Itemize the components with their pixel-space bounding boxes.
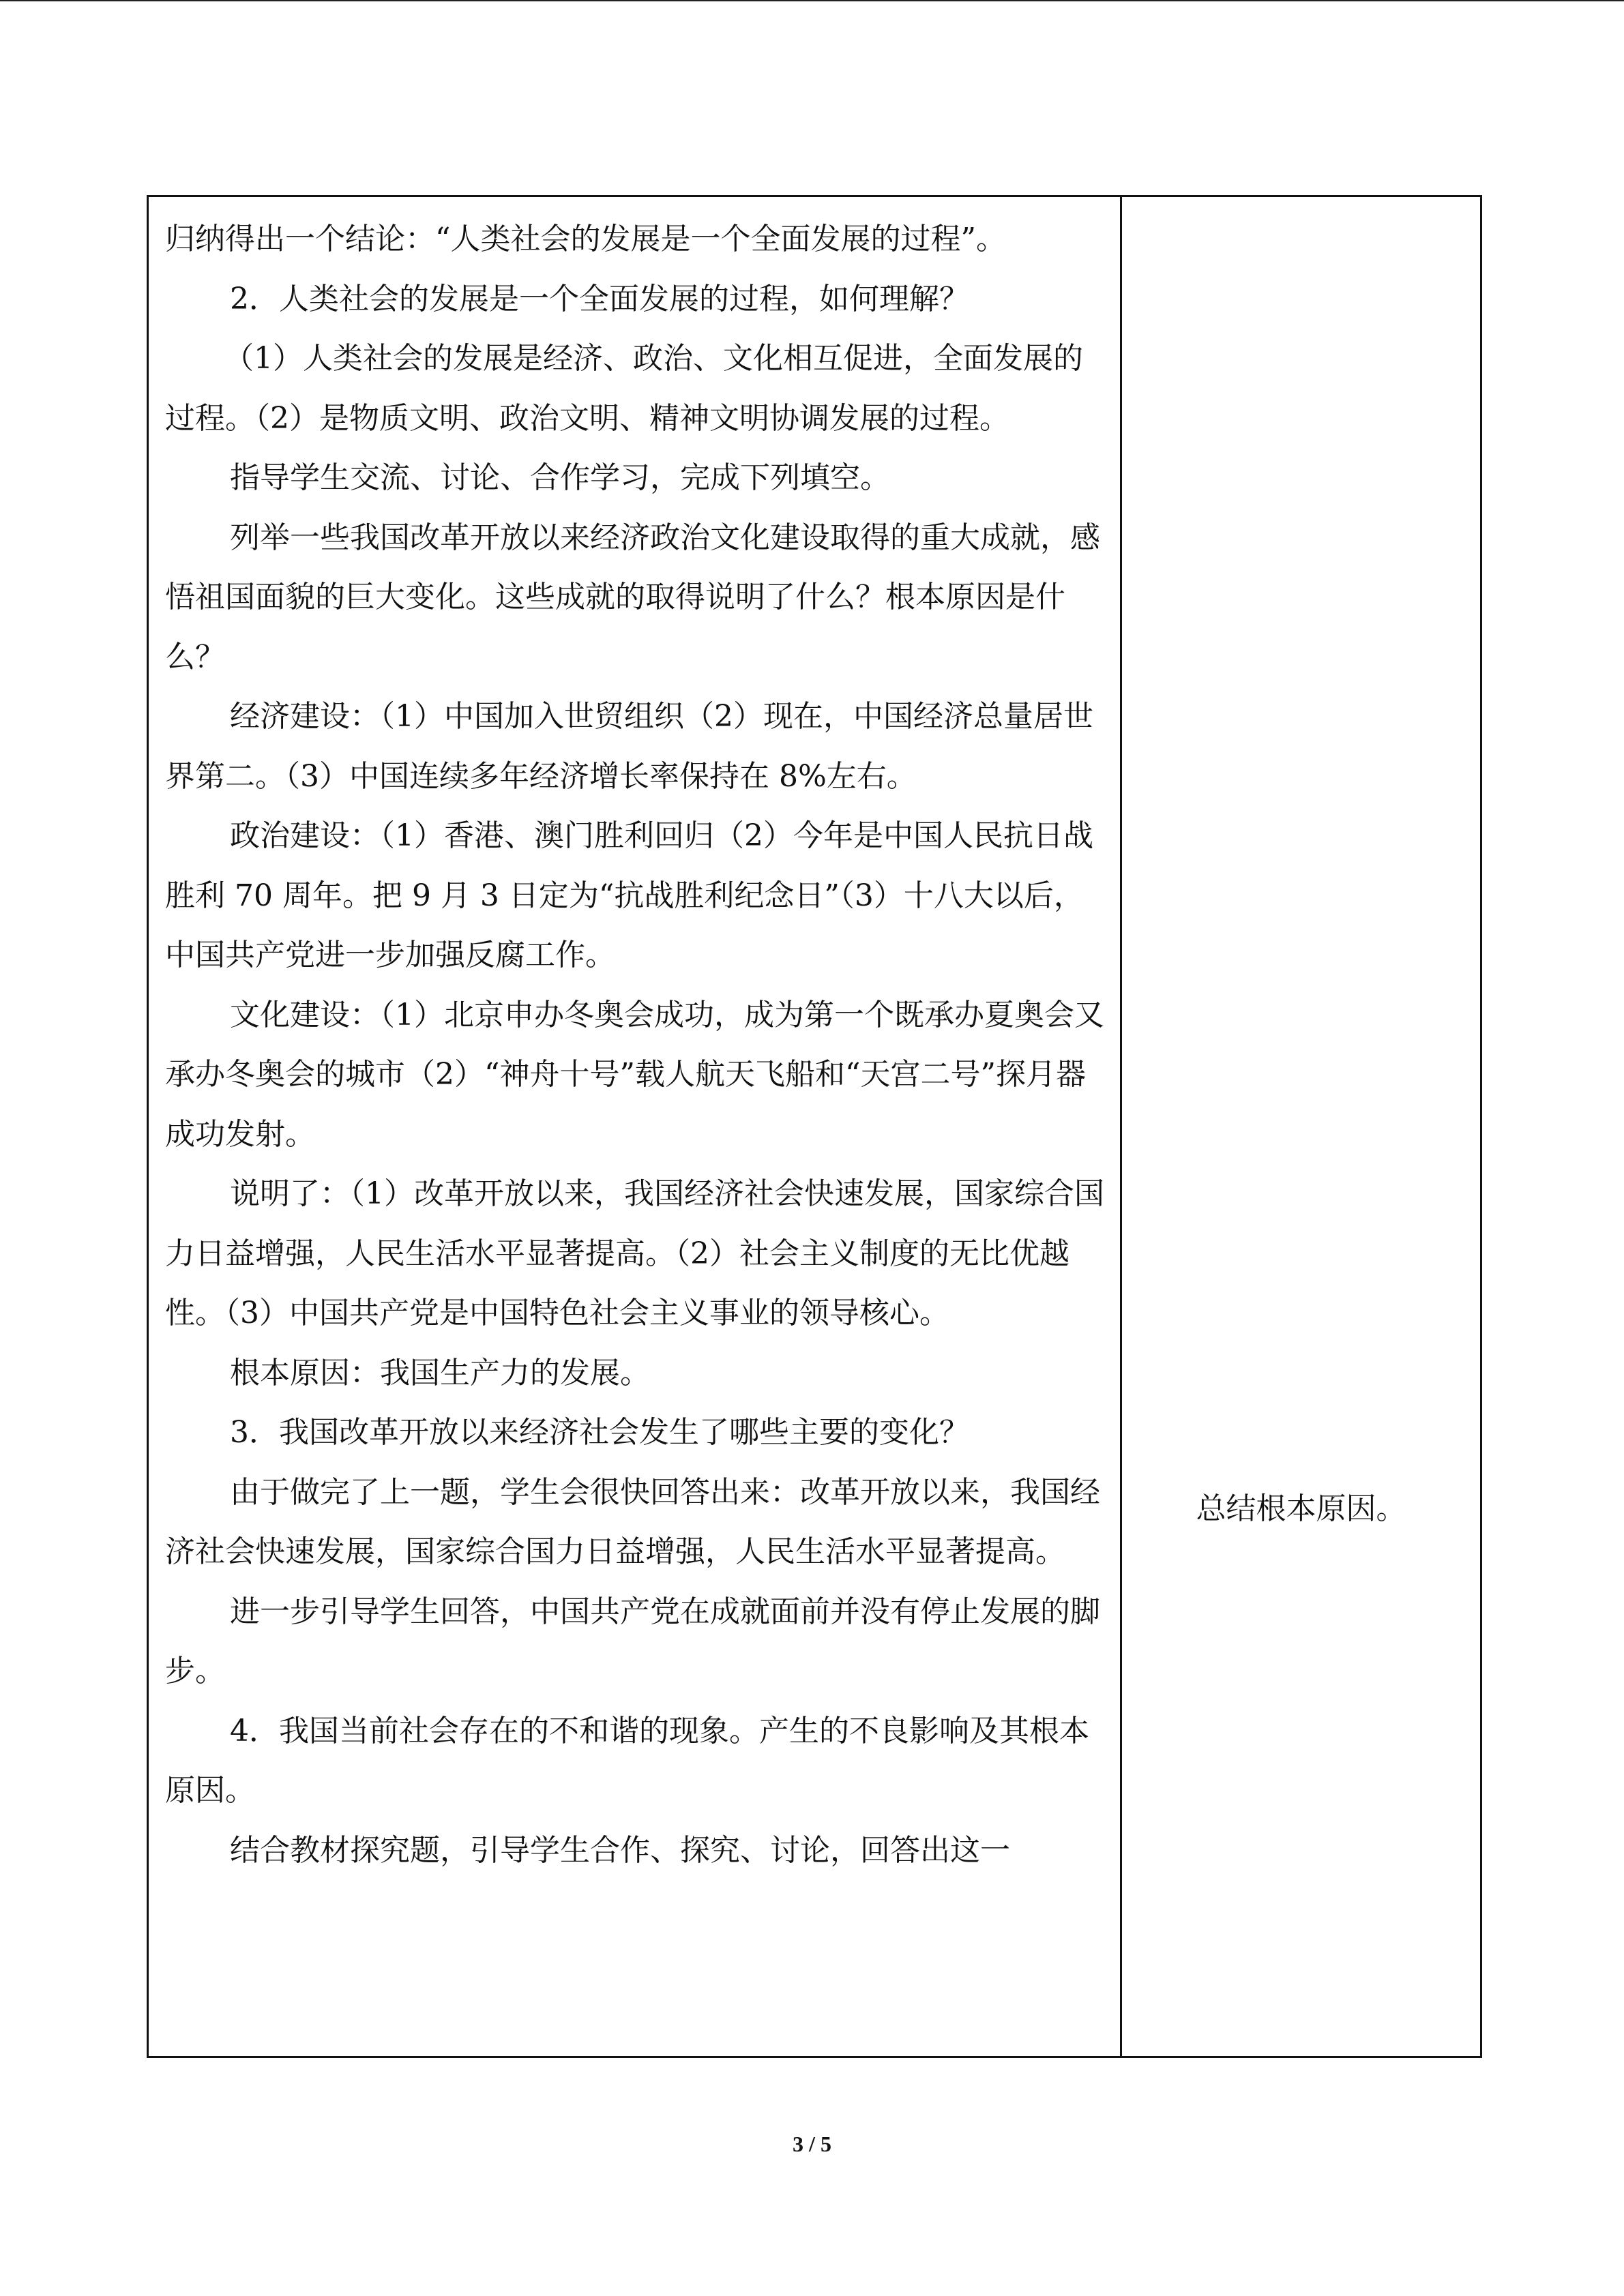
paragraph-question-4: 4．我国当前社会存在的不和谐的现象。产生的不良影响及其根本原因。 [165,1713,1089,1808]
paragraph-guide-discussion: 指导学生交流、讨论、合作学习，完成下列填空。 [230,460,890,495]
paragraph-political-construction: 政治建设：（1）香港、澳门胜利回归（2）今年是中国人民抗日战胜利 70 周年。把 9 月 3 日定为“抗战胜利纪念日”（3）十八大以后，中国共产党进一步加强反腐工作。 [165,818,1093,972]
paragraph-explanation: 说明了：（1）改革开放以来，我国经济社会快速发展，国家综合国力日益增强，人民生活水平显著提高。（2）社会主义制度的无比优越性。（3）中国共产党是中国特色社会主义事业的领导核心。 [165,1176,1104,1330]
side-note-summary: 总结根本原因。 [1196,1491,1406,1526]
top-border-line [0,0,1624,1]
design-intent-cell [1122,197,1480,2056]
paragraph-textbook-inquiry: 结合教材探究题，引导学生合作、探究、讨论，回答出这一 [230,1832,1010,1868]
paragraph-fundamental-reason: 根本原因：我国生产力的发展。 [230,1355,650,1390]
paragraph-list-achievements: 列举一些我国改革开放以来经济政治文化建设取得的重大成就，感悟祖国面貌的巨大变化。这些成就的取得说明了什么？根本原因是什么？ [165,520,1100,674]
page-number: 3 / 5 [793,2132,831,2156]
paragraph-economic-construction: 经济建设：（1）中国加入世贸组织（2）现在，中国经济总量居世界第二。（3）中国连续多年经济增长率保持在 8%左右。 [165,699,1093,794]
paragraph-question-2: 2．人类社会的发展是一个全面发展的过程，如何理解？ [230,281,969,316]
paragraph-question-3: 3．我国改革开放以来经济社会发生了哪些主要的变化？ [230,1415,969,1450]
paragraph-answer-3: 由于做完了上一题，学生会很快回答出来：改革开放以来，我国经济社会快速发展，国家综合国力日益增强，人民生活水平显著提高。 [165,1474,1100,1569]
teaching-content-cell [149,197,1120,2056]
paragraph-conclusion: 归纳得出一个结论：“人类社会的发展是一个全面发展的过程”。 [165,222,1006,256]
lesson-plan-table [147,195,1482,2058]
paragraph-answer-2: （1）人类社会的发展是经济、政治、文化相互促进，全面发展的过程。（2）是物质文明、政治文明、精神文明协调发展的过程。 [165,341,1083,436]
paragraph-cultural-construction: 文化建设：（1）北京申办冬奥会成功，成为第一个既承办夏奥会又承办冬奥会的城市（2）“神舟十号”载人航天飞船和“天宫二号”探月器成功发射。 [165,997,1104,1152]
paragraph-further-guidance: 进一步引导学生回答，中国共产党在成就面前并没有停止发展的脚步。 [165,1594,1100,1688]
